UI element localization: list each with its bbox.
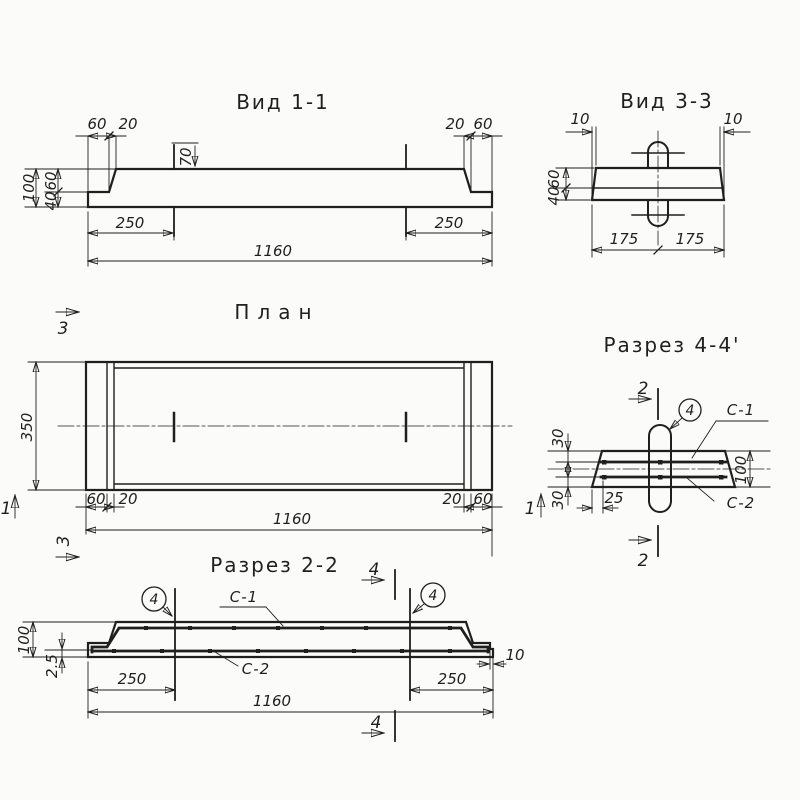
dim-label-60-side: 60 <box>42 171 60 191</box>
dim-label-25: 25 <box>604 489 624 507</box>
plan-title: План <box>234 300 320 324</box>
dim-label-350: 350 <box>18 412 36 442</box>
dim-label-20-left: 20 <box>118 490 138 508</box>
dim-label-1160: 1160 <box>252 692 292 710</box>
dim-label-10: 10 <box>505 646 525 664</box>
dim-label-250-left: 250 <box>117 670 147 688</box>
dim-label-10-right: 10 <box>723 110 743 128</box>
dim-label-250-left: 250 <box>115 214 145 232</box>
section-mark-3-top-label: 3 <box>57 319 69 339</box>
view-3-3 <box>545 89 750 257</box>
dim-label-60-left: 60 <box>86 490 106 508</box>
dim-label-100-side: 100 <box>20 173 38 203</box>
section-4-4-title: Разрез 4-4' <box>603 333 741 357</box>
section-2-2-cut-lines <box>175 589 410 700</box>
view-1-1-loop-marks <box>174 145 406 236</box>
dim-label-20-left-top: 20 <box>118 115 138 133</box>
dim-label-60-right-top: 60 <box>473 115 493 133</box>
dim-label-1160: 1160 <box>253 242 293 260</box>
loop-callout-4 <box>670 399 701 429</box>
section-mark-1-left <box>1 495 15 519</box>
dim-label-60-side: 60 <box>545 169 563 189</box>
dim-label-250-right: 250 <box>434 214 464 232</box>
dim-label-10-left: 10 <box>570 110 590 128</box>
section-mark-3-bottom <box>54 536 79 557</box>
plan-extension-lines <box>28 362 502 556</box>
section-mark-2-bottom <box>629 526 658 571</box>
section-mark-2-bottom-label: 2 <box>637 551 649 571</box>
section-mark-2-top <box>629 379 658 419</box>
rebar-c2-straight-bar <box>92 649 489 653</box>
dim-label-60-left-top: 60 <box>87 115 107 133</box>
section-2-2 <box>15 553 525 741</box>
dim-label-100: 100 <box>732 455 750 485</box>
rebar-c1-label: С-1 <box>726 401 756 419</box>
rebar-callout-c1 <box>692 401 768 458</box>
rebar-callout-c1 <box>220 588 283 626</box>
dim-label-175-left: 175 <box>609 230 639 248</box>
rebar-c2-label: С-2 <box>241 660 271 678</box>
view-1-1-slab-outline <box>88 169 492 207</box>
view-3-3-dimension-lines <box>562 132 750 254</box>
section-mark-4-top <box>362 560 395 599</box>
dim-label-30-bottom: 30 <box>549 490 567 510</box>
rebar-c2-label: С-2 <box>726 494 756 512</box>
section-4-4 <box>548 333 772 571</box>
view-3-3-title: Вид 3-3 <box>620 89 714 113</box>
section-mark-2-top-label: 2 <box>637 379 649 399</box>
section-mark-4-bottom <box>362 711 395 741</box>
dim-label-2-5: 2.5 <box>43 654 61 678</box>
dim-label-175-right: 175 <box>675 230 705 248</box>
plan-view <box>1 300 541 557</box>
section-mark-3-top <box>56 312 79 339</box>
loop-callout-4-right-number: 4 <box>428 588 438 604</box>
rebar-c1-label: С-1 <box>229 588 259 606</box>
section-mark-1-right <box>525 494 541 519</box>
view-1-1-title: Вид 1-1 <box>236 90 330 114</box>
loop-callout-4-number: 4 <box>685 403 695 419</box>
dim-label-1160: 1160 <box>272 510 312 528</box>
section-mark-1-left-label: 1 <box>0 499 12 519</box>
rebar-c2-bar <box>601 475 726 480</box>
dim-label-40-side: 40 <box>42 191 60 211</box>
loop-callout-4-left <box>142 587 172 616</box>
section-mark-3-bottom-label: 3 <box>54 535 74 547</box>
loop-callout-4-left-number: 4 <box>149 592 159 608</box>
dim-label-40-side: 40 <box>545 186 563 206</box>
section-2-2-title: Разрез 2-2 <box>210 553 340 577</box>
view-1-1 <box>20 90 502 266</box>
section-4-4-dimension-lines <box>568 434 750 508</box>
dim-label-20-right-top: 20 <box>445 115 465 133</box>
dim-label-70: 70 <box>177 147 195 167</box>
dim-label-60-right: 60 <box>473 490 493 508</box>
dim-label-100: 100 <box>15 625 33 655</box>
rebar-c1-bar <box>601 460 726 465</box>
lifting-loop-section <box>649 425 671 512</box>
section-mark-4-top-label: 4 <box>368 560 380 580</box>
rebar-c1-bent-bar <box>92 626 488 652</box>
dim-label-20-right: 20 <box>442 490 462 508</box>
section-mark-4-bottom-label: 4 <box>370 713 382 733</box>
dim-label-250-right: 250 <box>437 670 467 688</box>
plan-loop-marks <box>174 413 406 441</box>
loop-callout-4-right <box>413 583 445 613</box>
section-mark-1-right-label: 1 <box>524 499 536 519</box>
dim-label-30-top: 30 <box>549 428 567 448</box>
